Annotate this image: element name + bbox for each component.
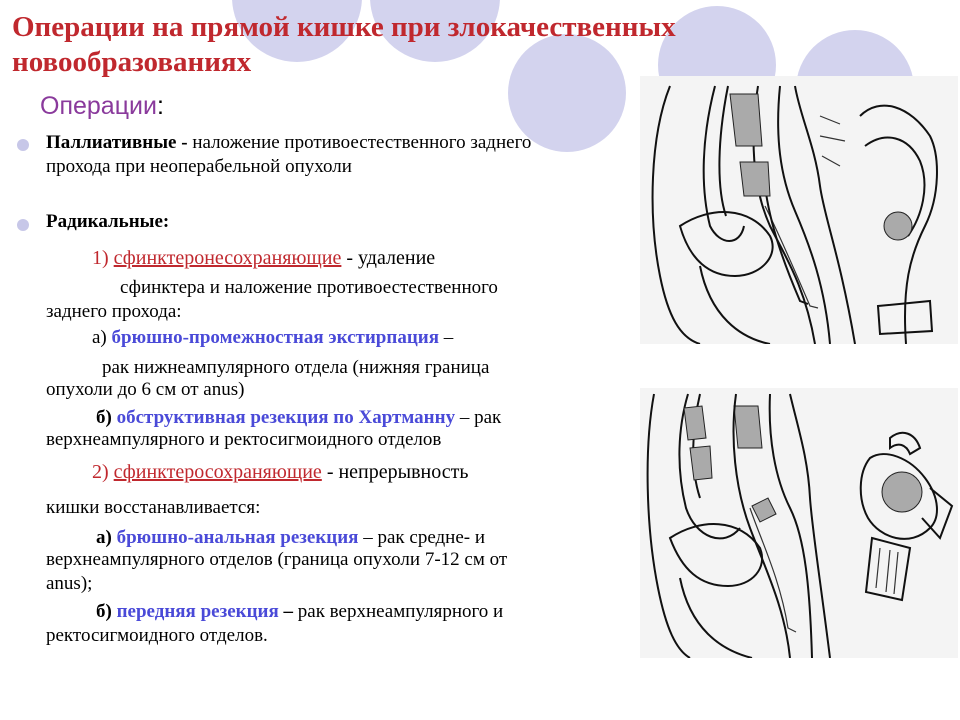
bullet-icon (17, 139, 29, 151)
page-title: Операции на прямой кишке при злокачественных новообразованиях (12, 11, 676, 78)
item1a-dash: – (439, 327, 454, 348)
item2-cont: кишки восстанавливается: (46, 497, 261, 518)
palliative-text: наложение противоестественного заднего прохода при неоперабельной опухоли (46, 132, 532, 177)
item2a-title: брюшно-анальная резекция (116, 527, 359, 548)
item1-number: 1) (92, 247, 114, 269)
radical-item: Радикальные: (46, 211, 170, 232)
item2a-text: – рак средне- и (358, 527, 486, 548)
item1b-letter: б) (96, 407, 117, 428)
item1-line1 (92, 246, 682, 270)
section-subtitle (40, 92, 164, 121)
bullet-icon (17, 219, 29, 231)
item2a-cont1: верхнеампулярного отделов (граница опухоли 7-12 см от (46, 549, 508, 570)
item1a-title: брюшно-промежностная экстирпация (111, 327, 439, 348)
item2a-letter: а) (96, 527, 117, 548)
item1a-line1 (92, 326, 682, 350)
item2-number: 2) (92, 461, 114, 483)
item1b-text: – рак (455, 407, 502, 428)
item2b-dash: – (278, 601, 294, 622)
item2-text: - непрерывность (321, 461, 469, 483)
subtitle-text: Операции (40, 92, 157, 120)
item2b-line1 (96, 600, 686, 624)
item1a-letter: а) (92, 327, 112, 348)
subtitle-colon: : (156, 92, 164, 120)
palliative-label: Паллиативные - (46, 132, 193, 153)
item2b-cont: ректосигмоидного отделов. (46, 625, 268, 646)
palliative-item (46, 131, 566, 179)
item1-text: - удаление (341, 247, 436, 269)
item1a-cont1: рак нижнеампулярного отдела (нижняя граница (102, 357, 490, 378)
anatomy-drawing-2 (640, 388, 958, 658)
item1b-title: обструктивная резекция по Хартманну (116, 407, 456, 428)
item1a-cont2: опухоли до 6 см от anus) (46, 379, 245, 400)
item1b-line1 (96, 406, 686, 430)
item1-cont1: сфинктера и наложение противоестественного (120, 277, 498, 298)
item1b-cont: верхнеампулярного и ректосигмоидного отделов (46, 429, 442, 450)
item2-line1 (92, 460, 682, 484)
item2a-line1 (96, 526, 686, 550)
item2b-letter: б) (96, 601, 117, 622)
illustration-extirpation (640, 76, 958, 344)
item1-link[interactable]: сфинктеронесохраняющие (113, 247, 342, 269)
item1-cont2: заднего прохода: (46, 301, 182, 322)
anatomy-drawing-1 (640, 76, 958, 344)
item2b-text: рак верхнеампулярного и (293, 601, 504, 622)
item2-link[interactable]: сфинктеросохраняющие (113, 461, 322, 483)
item2a-cont2: anus); (46, 573, 93, 594)
illustration-resection (640, 388, 958, 658)
item2b-title: передняя резекция (116, 601, 279, 622)
